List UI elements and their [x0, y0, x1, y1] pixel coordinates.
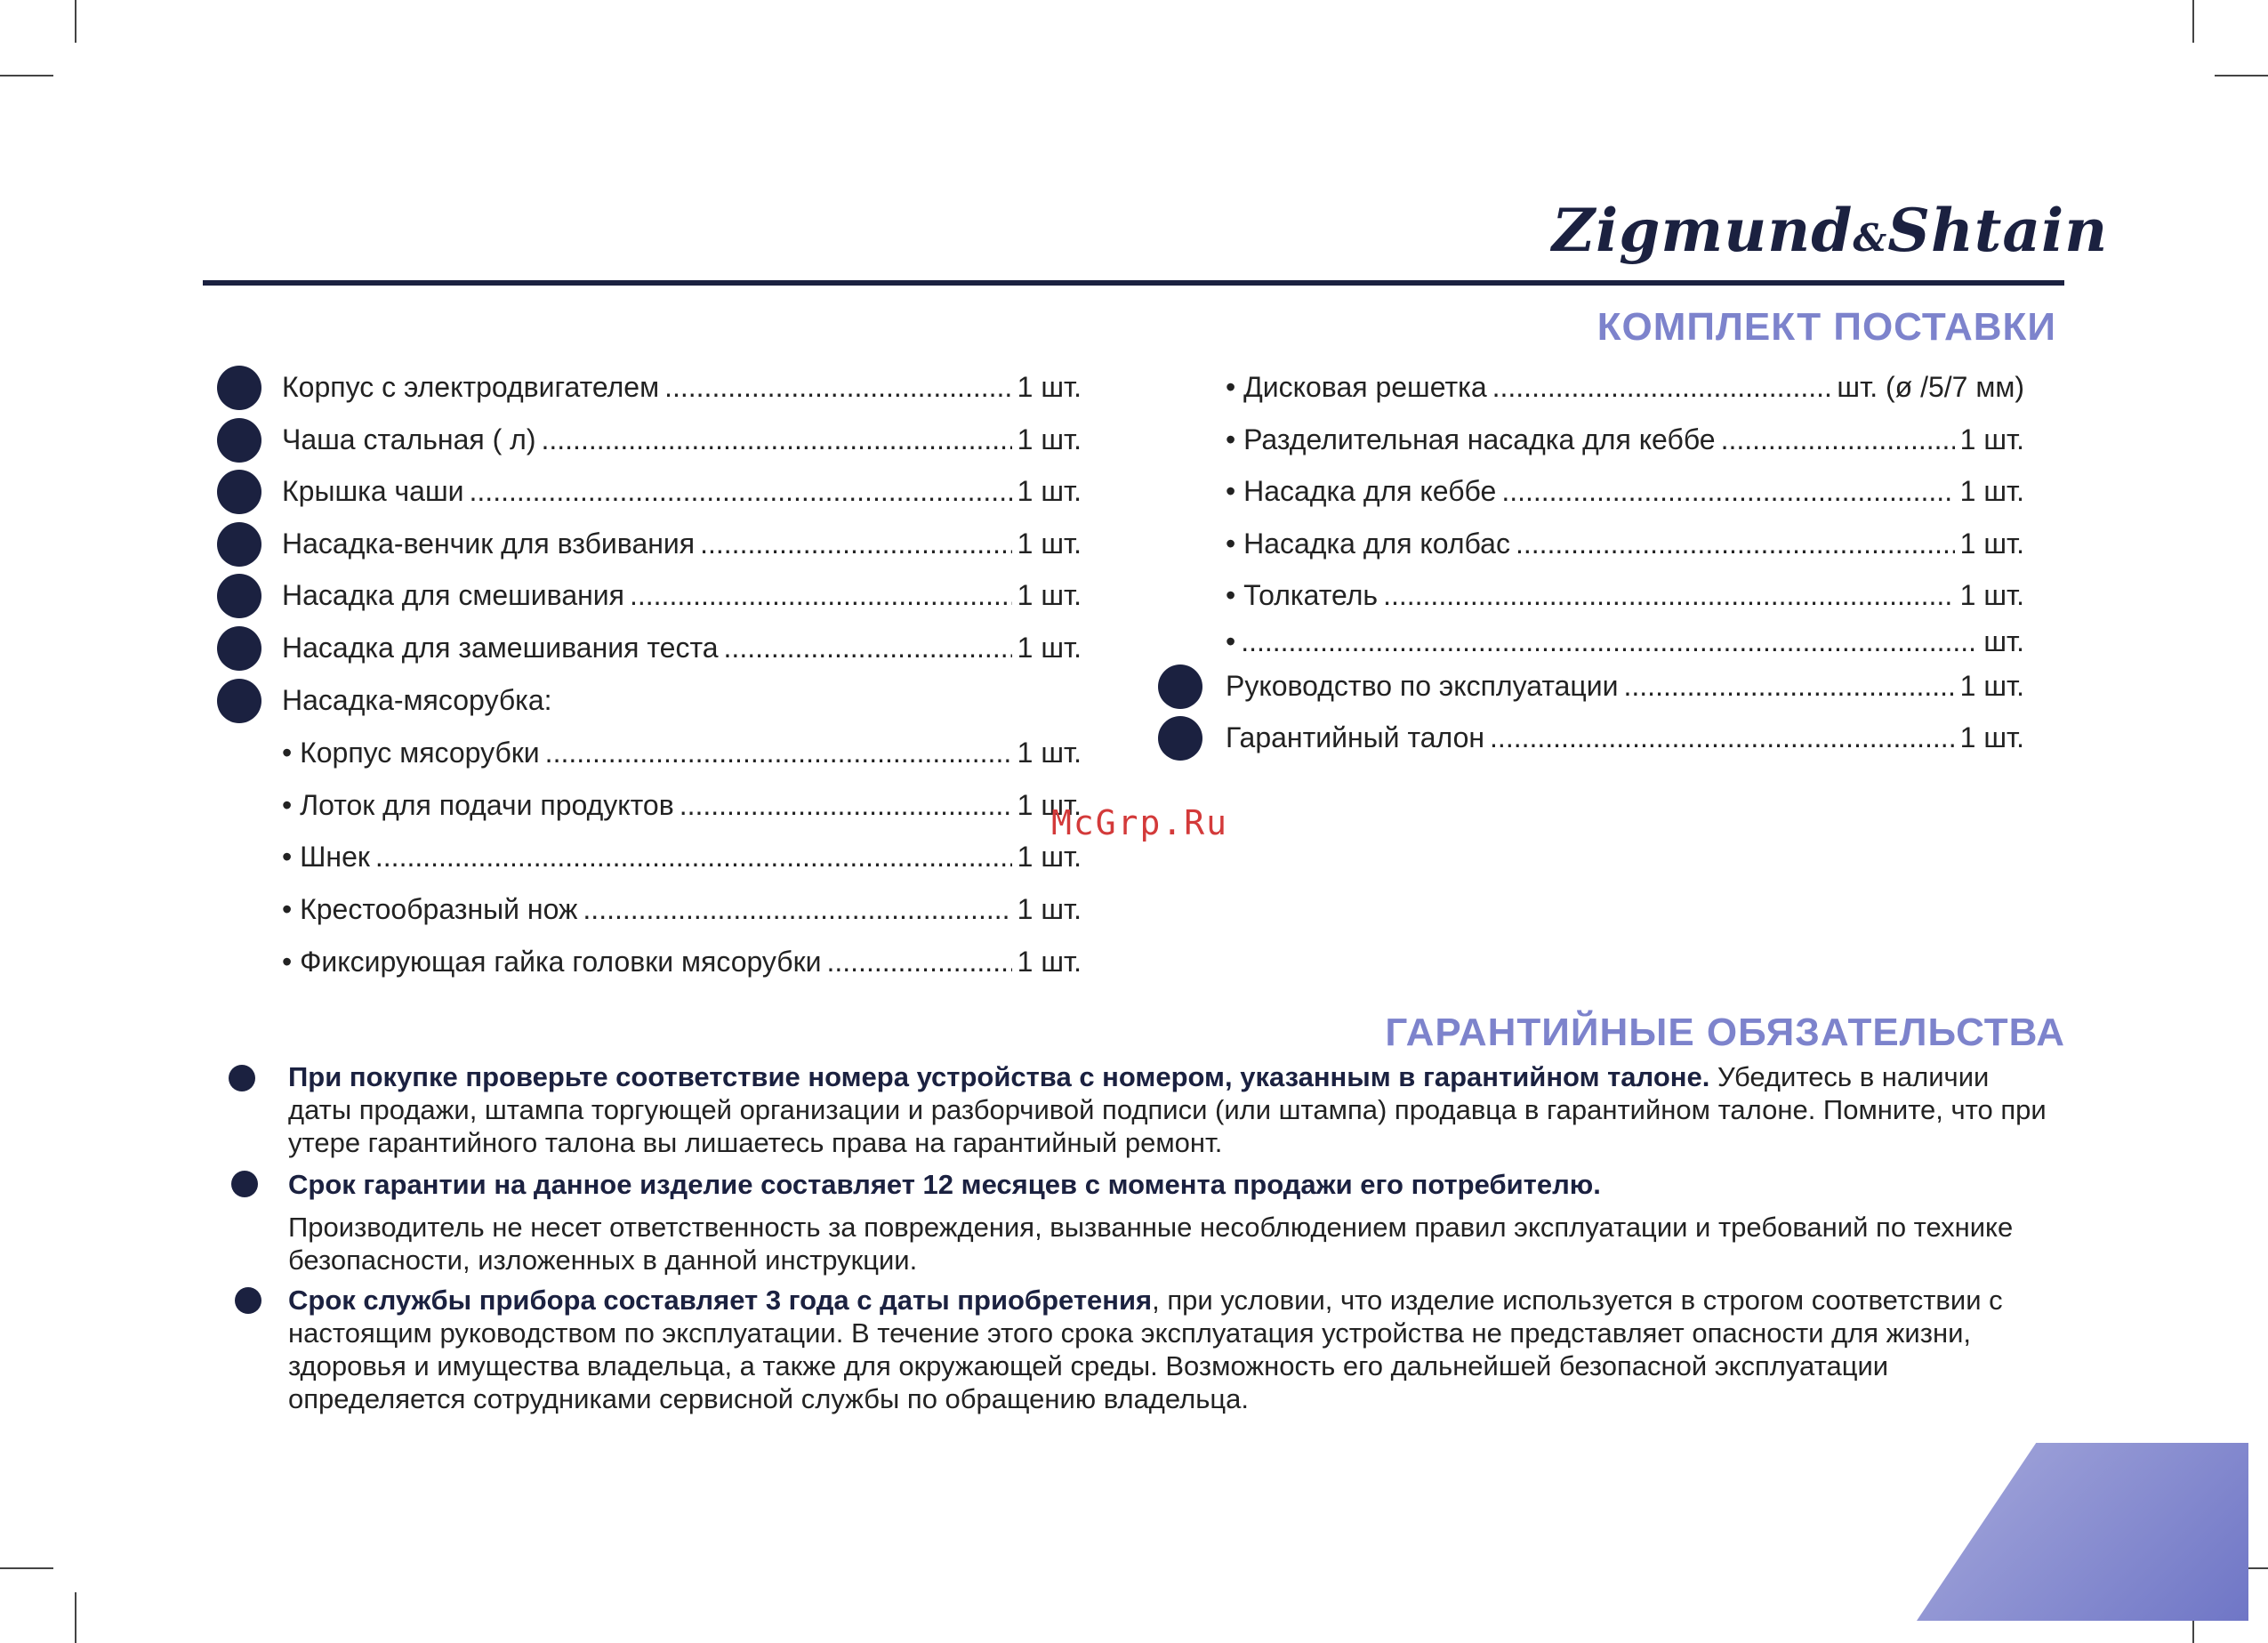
kit-item-qty: 1 шт.: [1017, 789, 1082, 821]
item-marker: [217, 574, 261, 618]
crop-mark: [0, 75, 53, 77]
kit-item-label: • Дисковая решетка: [1226, 371, 1487, 403]
kit-item: [1226, 528, 2024, 563]
bullet: [235, 1287, 261, 1314]
crop-mark: [2215, 75, 2268, 77]
kit-item-label: • Крестообразный нож: [282, 893, 578, 925]
kit-item: [282, 737, 1082, 772]
kit-item-label: Насадка-венчик для взбивания: [282, 528, 696, 560]
kit-item-label: Гарантийный талон: [1226, 721, 1485, 753]
kit-item-qty: шт.: [1983, 625, 2024, 657]
watermark: McGrp.Ru: [1051, 803, 1229, 842]
dot-leader: [583, 893, 1011, 926]
dot-leader: [700, 528, 1012, 560]
dot-leader: [545, 737, 1012, 769]
warranty-paragraph-1: При покупке проверьте соответствие номера устройства с номером, указанным в гарантийном талоне. Убедитесь в наличии даты продажи, штампа торгующей организации и разборчивой подписи (или штампа) продавца в гарантийном талоне. Помните, что при утере гарантийного талона вы лишаетесь права на гарантийный ремонт.: [288, 1061, 2047, 1158]
item-marker: [217, 418, 261, 463]
kit-title: КОМПЛЕКТ ПОСТАВКИ: [1596, 305, 2056, 349]
dot-leader: [1492, 371, 1832, 404]
corner-decoration: [1917, 1443, 2248, 1621]
item-marker: [217, 522, 261, 567]
kit-item: [1226, 423, 2024, 459]
kit-item-qty: 1 шт.: [1017, 371, 1082, 403]
item-marker: [1158, 664, 1202, 709]
kit-item-qty: шт. (ø /5/7 мм): [1837, 371, 2024, 403]
header-rule: [203, 280, 2064, 286]
item-marker: [217, 626, 261, 671]
dot-leader: [470, 475, 1012, 508]
kit-item-label: Крышка чаши: [282, 475, 464, 507]
dot-leader: [724, 632, 1012, 664]
kit-item: [282, 893, 1082, 929]
kit-item-qty: 1 шт.: [1959, 423, 2024, 455]
dot-leader: [1383, 579, 1955, 612]
kit-item-qty: 1 шт.: [1017, 946, 1082, 978]
warranty-paragraph-4: Срок службы прибора составляет 3 года с даты приобретения, при условии, что изделие используется в строгом соответствии с настоящим руководством по эксплуатации. В течение этого срока эксплуатация устройства не представляет опасности для жизни, здоровья и имущества владельца, а также для окружающей среды. Возможность его дальнейшей безопасной эксплуатации определяется сотрудниками сервисной службы по обращению владельца.: [288, 1285, 2003, 1414]
kit-item-label: • Шнек: [282, 841, 370, 873]
kit-item-qty: 1 шт.: [1017, 423, 1082, 455]
kit-item: [282, 528, 1082, 563]
warranty-title: ГАРАНТИЙНЫЕ ОБЯЗАТЕЛЬСТВА: [1385, 1011, 2065, 1054]
kit-item: [282, 475, 1082, 511]
kit-item: [1226, 721, 2024, 757]
kit-item-label: • Корпус мясорубки: [282, 737, 540, 769]
kit-item-label: • Лоток для подачи продуктов: [282, 789, 674, 821]
bullet: [229, 1065, 255, 1091]
dot-leader: [1516, 528, 1955, 560]
kit-item: [1226, 371, 2024, 407]
crop-mark: [75, 1592, 76, 1643]
kit-item-qty: 1 шт.: [1959, 670, 2024, 702]
kit-item-qty: 1 шт.: [1017, 893, 1082, 925]
kit-item-qty: 1 шт.: [1959, 528, 2024, 560]
dot-leader: [375, 841, 1012, 874]
item-marker: [217, 366, 261, 410]
kit-item-label: • Фиксирующая гайка головки мясорубки: [282, 946, 822, 978]
kit-item-label: Руководство по эксплуатации: [1226, 670, 1619, 702]
kit-item: [1226, 579, 2024, 615]
dot-leader: [1501, 475, 1954, 508]
kit-item: [282, 946, 1082, 981]
kit-item-qty: 1 шт.: [1017, 475, 1082, 507]
kit-item-label: •: [1226, 625, 1236, 657]
kit-item-label: Корпус с электродвигателем: [282, 371, 660, 403]
kit-item-label: • Насадка для кеббе: [1226, 475, 1497, 507]
item-marker: [217, 470, 261, 514]
kit-item: [1226, 625, 2024, 661]
kit-item-qty: 1 шт.: [1017, 841, 1082, 873]
crop-mark: [75, 0, 76, 43]
warranty-paragraph-3: Производитель не несет ответственность за повреждения, вызванные несоблюдением правил эксплуатации и требований по технике безопасности, изложенных в данной инструкции.: [288, 1212, 2014, 1276]
item-marker: [1158, 716, 1202, 761]
crop-mark: [0, 1567, 53, 1569]
dot-leader: [664, 371, 1012, 404]
kit-item: [282, 371, 1082, 407]
kit-item: [1226, 475, 2024, 511]
kit-item: [1226, 670, 2024, 705]
crop-mark: [2192, 0, 2194, 43]
kit-item: [282, 789, 1082, 825]
kit-item-label: • Разделительная насадка для кеббе: [1226, 423, 1716, 455]
kit-item: [282, 423, 1082, 459]
kit-item-qty: 1 шт.: [1959, 721, 2024, 753]
kit-item-label: Насадка для замешивания теста: [282, 632, 719, 664]
brand-logo: Zigmund&Shtain: [1552, 196, 2109, 265]
bullet: [231, 1171, 258, 1197]
kit-item: [282, 841, 1082, 876]
kit-item-label: Насадка для смешивания: [282, 579, 624, 611]
dot-leader: [1490, 721, 1955, 754]
dot-leader: [680, 789, 1012, 822]
kit-item-qty: 1 шт.: [1017, 737, 1082, 769]
kit-item: [282, 632, 1082, 667]
kit-item-label: • Насадка для колбас: [1226, 528, 1510, 560]
dot-leader: [541, 423, 1011, 456]
dot-leader: [826, 946, 1011, 979]
kit-item-qty: 1 шт.: [1959, 475, 2024, 507]
kit-item-label: Насадка-мясорубка:: [282, 684, 552, 716]
dot-leader: [1721, 423, 1955, 456]
kit-item: [282, 684, 1082, 720]
kit-item-label: • Толкатель: [1226, 579, 1379, 611]
dot-leader: [1624, 670, 1955, 703]
kit-item-qty: 1 шт.: [1017, 579, 1082, 611]
kit-item-qty: 1 шт.: [1959, 579, 2024, 611]
dot-leader: [1241, 625, 1978, 658]
dot-leader: [630, 579, 1012, 612]
kit-item-qty: 1 шт.: [1017, 528, 1082, 560]
item-marker: [217, 679, 261, 723]
kit-item-qty: 1 шт.: [1017, 632, 1082, 664]
kit-item: [282, 579, 1082, 615]
warranty-paragraph-2: Срок гарантии на данное изделие составляет 12 месяцев с момента продажи его потребителю.: [288, 1169, 1601, 1200]
kit-item-label: Чаша стальная ( л): [282, 423, 536, 455]
